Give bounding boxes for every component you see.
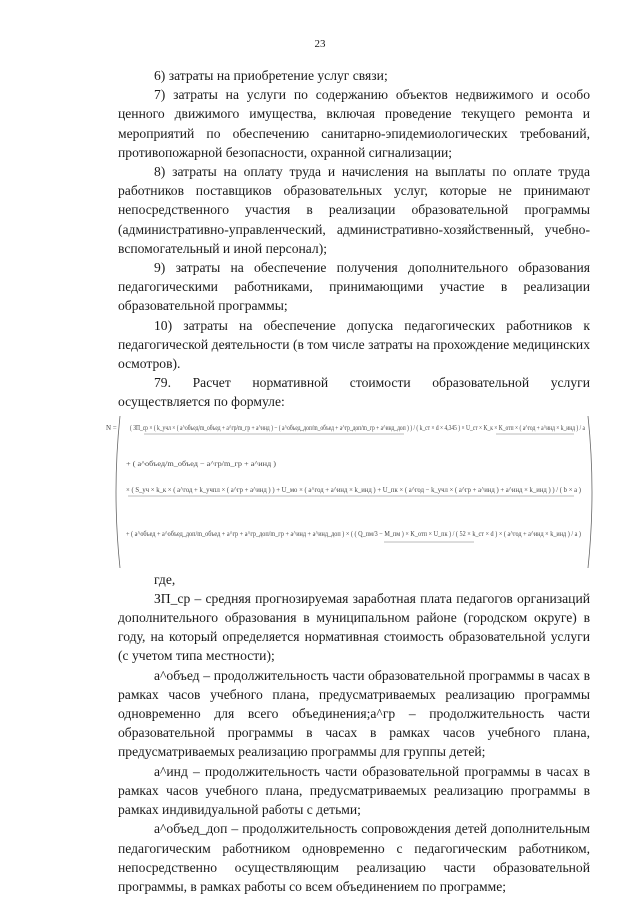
list-item-9: 9) затраты на обеспечение получения дополнительного образования педагогическими работниками, принимающими участие в реализации образовательной программы;: [118, 260, 590, 314]
definition-a-obed: a^объед – продолжительность части образовательной программы в часах в рамках часов учебного плана, предусматриваемых реализацию программы одновременно для всего объединения;a^гр – продолжительность части образовательной программы в часах в рамках часов учебного плана, предусматриваемых реализацию программы для группы детей;: [118, 667, 590, 760]
list-item-7: 7) затраты на услуги по содержанию объектов недвижимого и особо ценного движимого имущества, включая проведение текущего ремонта и мероприятий по обеспечению санитарно-эпидемиологических требований, противопожарной безопасности, охранной сигнализации;: [118, 87, 590, 160]
formula-line-4: + ( a^объед + a^объед_доп/m_объед + a^гр + a^гр_доп/m_гр + a^инд + a^инд_доп ) × ( ( Q_пм/3 − M_пм ) × K_отп × U_пк ) / ( 52 × k_ст × d ) × ( a^год + a^инд × k_инд ) / a ): [126, 529, 582, 538]
formula-close-paren: [588, 416, 592, 568]
formula-line-3: × ( S_уч × k_к × ( a^год + k_учпл × ( a^гр + a^инд ) ) + U_мо × ( a^год + a^инд × k_инд ) + U_пк × ( a^год − k_учл × ( a^гр + a^инд ) + a^инд × k_инд ) ) / ( b × a ): [126, 485, 582, 494]
formula-open-paren: [116, 416, 120, 568]
formula-line-2: + ( a^объед/m_объед − a^гр/m_гр + a^инд ): [126, 459, 277, 468]
definition-a-obed-dop: a^объед_доп – продолжительность сопровождения детей дополнительным педагогическим работником одновременно с педагогическим работником, непосредственно осуществляющим реализацию части образовательной программы, в рамках работы со всем объединением по программе;: [118, 821, 590, 894]
formula-lhs: N =: [106, 423, 117, 432]
document-body: [106, 66, 590, 896]
where-label: где,: [154, 571, 176, 587]
cost-formula: [104, 414, 604, 570]
list-item-10: 10) затраты на обеспечение допуска педагогических работников к педагогической деятельности (в том числе затраты на прохождение медицинских осмотров).: [118, 317, 590, 372]
list-item-6: 6) затраты на приобретение услуг связи;: [154, 68, 388, 83]
list-item-8: 8) затраты на оплату труда и начисления на выплаты по оплате труда работников поставщиков образовательных услуг, которые не принимают непосредственного участия в реализации образовательной программы (административно-управленческий, административно-хозяйственный, учебно-вспомогательный и иной персонал);: [118, 164, 590, 256]
formula-graphic: [104, 414, 604, 570]
section-79-intro: 79. Расчет нормативной стоимости образовательной услуги осуществляется по формуле:: [118, 375, 590, 410]
definition-zp: ЗП_ср – средняя прогнозируемая заработная плата педагогов организаций дополнительного образования в муниципальном районе (городском округе) в году, на который определяется нормативная стоимость образовательной услуги (с учетом типа местности);: [118, 590, 590, 664]
formula-line-1: ( ЗП_ср × ( k_учл × ( a^объед/m_объед + a^гр/m_гр + a^инд ) − ( a^объед_доп/m_объед + a^гр_доп/m_гр + a^инд_доп ) ) / ( k_ст × d × 4,345 ) × U_ст × K_к × K_отп × ( a^год + a^инд × k_инд ) / a: [130, 423, 586, 432]
definition-a-ind: a^инд – продолжительность части образовательной программы в часах в рамках часов учебного плана, предусматриваемых реализацию программы в рамках индивидуальной работы с детьми;: [118, 763, 590, 818]
page-number: 23: [314, 38, 326, 50]
